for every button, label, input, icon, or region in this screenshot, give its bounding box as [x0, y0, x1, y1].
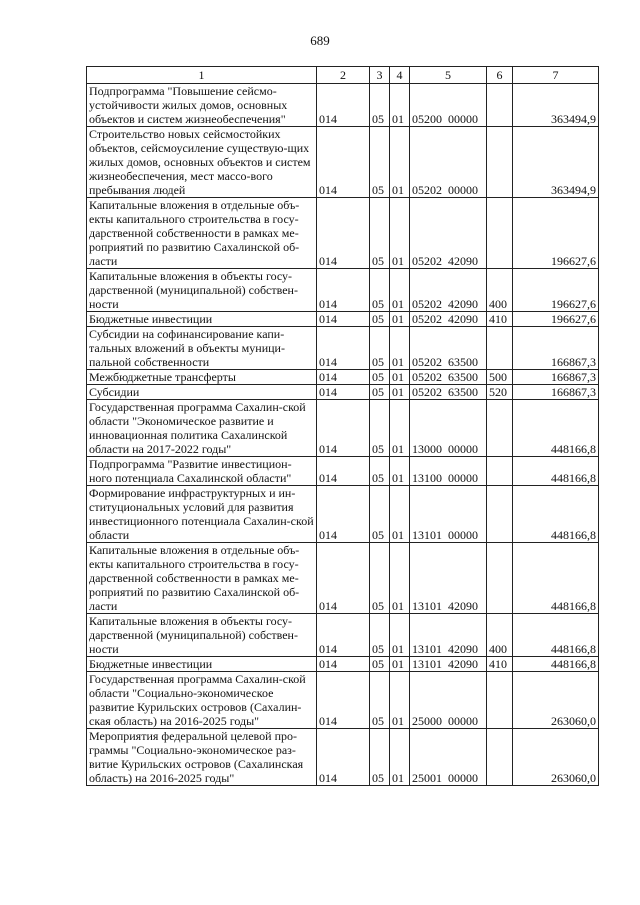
column-header: 5 — [410, 67, 487, 84]
subsection-cell: 01 — [390, 198, 410, 269]
table-body — [87, 84, 599, 786]
expense-type-cell — [487, 400, 513, 457]
table-row — [87, 127, 599, 198]
section-cell: 05 — [370, 614, 390, 657]
expense-type-cell: 500 — [487, 370, 513, 385]
ministry-code-cell: 014 — [317, 400, 370, 457]
target-article-cell: 13101 00000 — [410, 486, 487, 543]
column-header: 7 — [513, 67, 599, 84]
section-cell: 05 — [370, 729, 390, 786]
ministry-code-cell: 014 — [317, 312, 370, 327]
section-cell: 05 — [370, 457, 390, 486]
ministry-code-cell: 014 — [317, 614, 370, 657]
amount-cell: 448166,8 — [513, 614, 599, 657]
expense-type-cell — [487, 543, 513, 614]
target-article-cell: 05202 00000 — [410, 127, 487, 198]
ministry-code-cell: 014 — [317, 385, 370, 400]
target-article-cell: 13101 42090 — [410, 543, 487, 614]
item-name-cell: Субсидии на софинансирование капи-тальных вложений в объекты муници-пальной собственности — [87, 327, 317, 370]
item-name-cell: Капитальные вложения в объекты госу-дарственной (муниципальной) собствен-ности — [87, 614, 317, 657]
amount-cell: 363494,9 — [513, 84, 599, 127]
column-header: 1 — [87, 67, 317, 84]
column-header: 6 — [487, 67, 513, 84]
item-name-cell: Строительство новых сейсмостойких объектов, сейсмоусиление существую-щих жилых домов, основных объектов и систем жизнеобеспечения, мест массо-вого пребывания людей — [87, 127, 317, 198]
section-cell: 05 — [370, 370, 390, 385]
table-row — [87, 370, 599, 385]
amount-cell: 166867,3 — [513, 327, 599, 370]
subsection-cell: 01 — [390, 614, 410, 657]
amount-cell: 263060,0 — [513, 729, 599, 786]
table-row — [87, 657, 599, 672]
target-article-cell: 05202 42090 — [410, 312, 487, 327]
item-name-cell: Капитальные вложения в отдельные объ-екты капитального строительства в госу-дарственной собственности в рамках ме-роприятий по развитию Сахалинской об-ласти — [87, 543, 317, 614]
subsection-cell: 01 — [390, 84, 410, 127]
subsection-cell: 01 — [390, 127, 410, 198]
expense-type-cell: 410 — [487, 657, 513, 672]
subsection-cell: 01 — [390, 370, 410, 385]
ministry-code-cell: 014 — [317, 657, 370, 672]
table-row — [87, 385, 599, 400]
ministry-code-cell: 014 — [317, 198, 370, 269]
subsection-cell: 01 — [390, 457, 410, 486]
item-name-cell: Государственная программа Сахалин-ской области "Социально-экономическое развитие Курильских островов (Сахалин-ская область) на 2016-2025 годы" — [87, 672, 317, 729]
subsection-cell: 01 — [390, 543, 410, 614]
column-header: 3 — [370, 67, 390, 84]
amount-cell: 448166,8 — [513, 457, 599, 486]
table-row — [87, 457, 599, 486]
target-article-cell: 13101 42090 — [410, 614, 487, 657]
target-article-cell: 05202 63500 — [410, 385, 487, 400]
item-name-cell: Государственная программа Сахалин-ской области "Экономическое развитие и инновационная политика Сахалинской области на 2017-2022 годы" — [87, 400, 317, 457]
table-row — [87, 312, 599, 327]
target-article-cell: 25001 00000 — [410, 729, 487, 786]
subsection-cell: 01 — [390, 486, 410, 543]
ministry-code-cell: 014 — [317, 486, 370, 543]
expense-type-cell — [487, 457, 513, 486]
item-name-cell: Бюджетные инвестиции — [87, 657, 317, 672]
amount-cell: 448166,8 — [513, 657, 599, 672]
amount-cell: 196627,6 — [513, 269, 599, 312]
section-cell: 05 — [370, 269, 390, 312]
target-article-cell: 05200 00000 — [410, 84, 487, 127]
section-cell: 05 — [370, 543, 390, 614]
table-row — [87, 543, 599, 614]
budget-table — [86, 66, 599, 786]
target-article-cell: 13101 42090 — [410, 657, 487, 672]
column-header: 2 — [317, 67, 370, 84]
expense-type-cell — [487, 84, 513, 127]
expense-type-cell: 520 — [487, 385, 513, 400]
amount-cell: 448166,8 — [513, 543, 599, 614]
amount-cell: 166867,3 — [513, 385, 599, 400]
table-row — [87, 269, 599, 312]
table-row — [87, 672, 599, 729]
item-name-cell: Подпрограмма "Повышение сейсмо-устойчивости жилых домов, основных объектов и систем жизнеобеспечения" — [87, 84, 317, 127]
item-name-cell: Бюджетные инвестиции — [87, 312, 317, 327]
section-cell: 05 — [370, 400, 390, 457]
expense-type-cell: 410 — [487, 312, 513, 327]
item-name-cell: Межбюджетные трансферты — [87, 370, 317, 385]
section-cell: 05 — [370, 84, 390, 127]
item-name-cell: Формирование инфраструктурных и ин-ституциональных условий для развития инвестиционного потенциала Сахалин-ской области — [87, 486, 317, 543]
expense-type-cell — [487, 729, 513, 786]
expense-type-cell: 400 — [487, 269, 513, 312]
subsection-cell: 01 — [390, 327, 410, 370]
ministry-code-cell: 014 — [317, 457, 370, 486]
table-row — [87, 486, 599, 543]
target-article-cell: 05202 42090 — [410, 198, 487, 269]
subsection-cell: 01 — [390, 385, 410, 400]
column-header: 4 — [390, 67, 410, 84]
ministry-code-cell: 014 — [317, 672, 370, 729]
item-name-cell: Капитальные вложения в отдельные объ-екты капитального строительства в госу-дарственной собственности в рамках ме-роприятий по развитию Сахалинской об-ласти — [87, 198, 317, 269]
table-row — [87, 614, 599, 657]
subsection-cell: 01 — [390, 672, 410, 729]
subsection-cell: 01 — [390, 312, 410, 327]
header-row — [87, 67, 599, 84]
section-cell: 05 — [370, 327, 390, 370]
amount-cell: 363494,9 — [513, 127, 599, 198]
expense-type-cell — [487, 127, 513, 198]
amount-cell: 448166,8 — [513, 400, 599, 457]
expense-type-cell — [487, 327, 513, 370]
target-article-cell: 13100 00000 — [410, 457, 487, 486]
page-number: 689 — [310, 33, 330, 48]
table-row — [87, 327, 599, 370]
section-cell: 05 — [370, 657, 390, 672]
target-article-cell: 05202 63500 — [410, 370, 487, 385]
item-name-cell: Подпрограмма "Развитие инвестицион-ного потенциала Сахалинской области" — [87, 457, 317, 486]
target-article-cell: 25000 00000 — [410, 672, 487, 729]
ministry-code-cell: 014 — [317, 84, 370, 127]
subsection-cell: 01 — [390, 657, 410, 672]
table-row — [87, 198, 599, 269]
ministry-code-cell: 014 — [317, 370, 370, 385]
expense-type-cell — [487, 486, 513, 543]
section-cell: 05 — [370, 486, 390, 543]
amount-cell: 263060,0 — [513, 672, 599, 729]
amount-cell: 196627,6 — [513, 312, 599, 327]
expense-type-cell — [487, 198, 513, 269]
ministry-code-cell: 014 — [317, 269, 370, 312]
amount-cell: 166867,3 — [513, 370, 599, 385]
target-article-cell: 05202 63500 — [410, 327, 487, 370]
section-cell: 05 — [370, 127, 390, 198]
section-cell: 05 — [370, 385, 390, 400]
table-row — [87, 84, 599, 127]
item-name-cell: Мероприятия федеральной целевой про-граммы "Социально-экономическое раз-витие Курильских островов (Сахалинская область) на 2016-2025 годы" — [87, 729, 317, 786]
item-name-cell: Капитальные вложения в объекты госу-дарственной (муниципальной) собствен-ности — [87, 269, 317, 312]
item-name-cell: Субсидии — [87, 385, 317, 400]
ministry-code-cell: 014 — [317, 729, 370, 786]
amount-cell: 448166,8 — [513, 486, 599, 543]
expense-type-cell: 400 — [487, 614, 513, 657]
subsection-cell: 01 — [390, 400, 410, 457]
ministry-code-cell: 014 — [317, 127, 370, 198]
amount-cell: 196627,6 — [513, 198, 599, 269]
subsection-cell: 01 — [390, 729, 410, 786]
target-article-cell: 05202 42090 — [410, 269, 487, 312]
target-article-cell: 13000 00000 — [410, 400, 487, 457]
ministry-code-cell: 014 — [317, 543, 370, 614]
table-row — [87, 400, 599, 457]
ministry-code-cell: 014 — [317, 327, 370, 370]
section-cell: 05 — [370, 198, 390, 269]
table-row — [87, 729, 599, 786]
section-cell: 05 — [370, 312, 390, 327]
expense-type-cell — [487, 672, 513, 729]
section-cell: 05 — [370, 672, 390, 729]
subsection-cell: 01 — [390, 269, 410, 312]
